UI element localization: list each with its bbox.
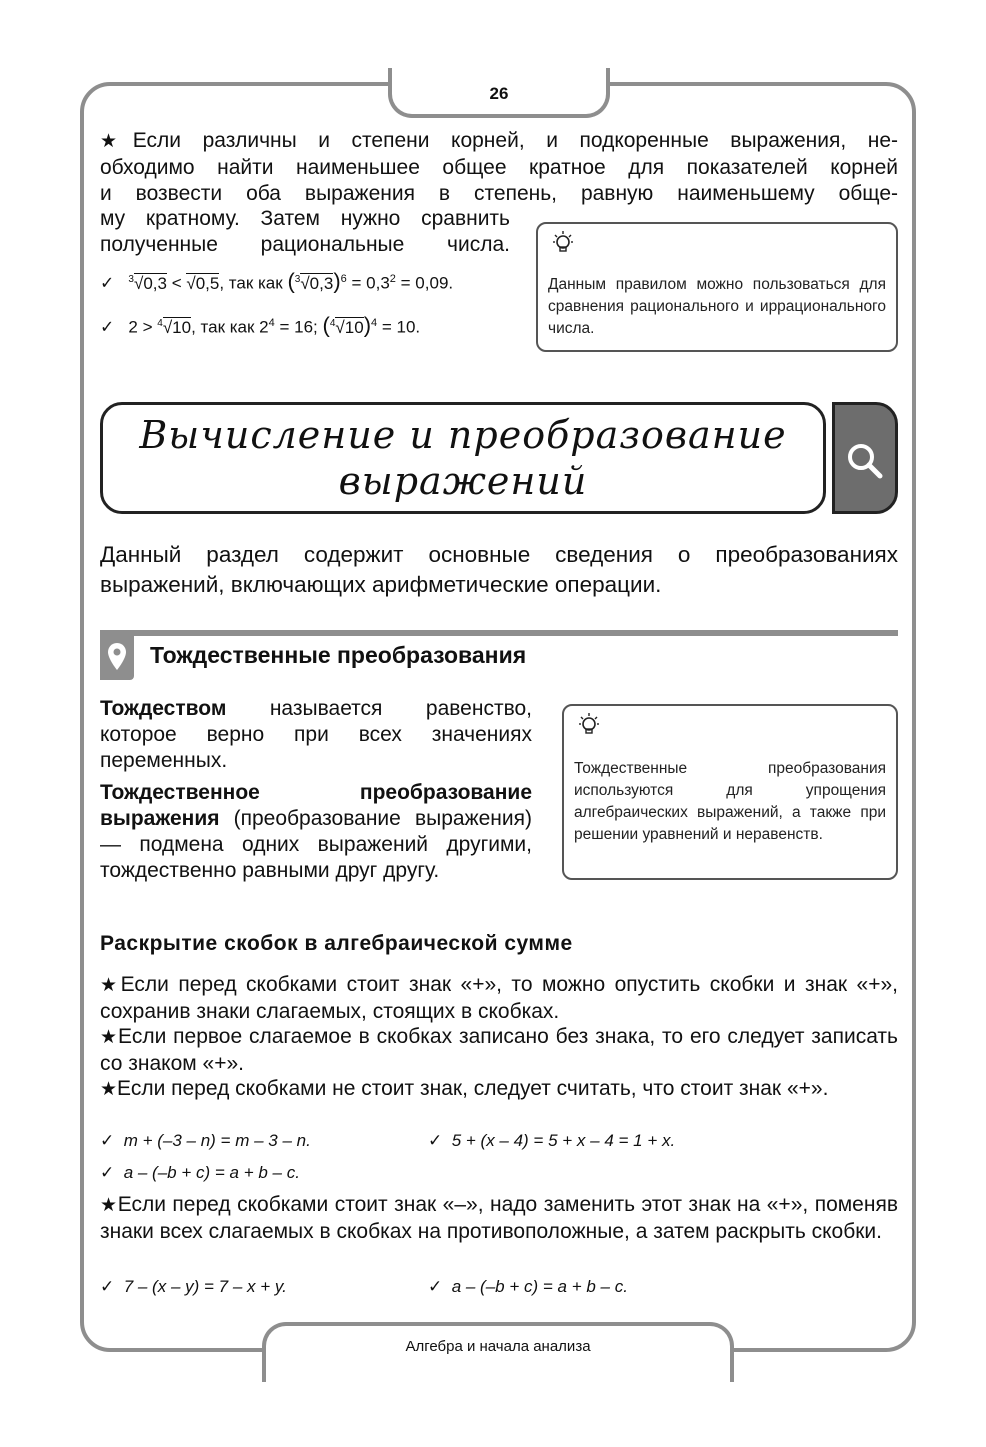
search-icon: [845, 441, 885, 481]
rule-minus-sign: ★Если перед скобками стоит знак «–», надо заменить этот знак на «+», поменяв знаки всех слагаемых в скобках на противоположные, а затем раскрыть скобки.: [100, 1193, 898, 1243]
definition-identity: Тождеством называется равенство, которое верно при всех значениях переменных.: [100, 697, 532, 772]
example-b: ✓ 5 + (x – 4) = 5 + x – 4 = 1 + x.: [428, 1131, 676, 1150]
example-e: ✓ a – (–b + c) = a + b – c.: [428, 1277, 628, 1296]
note-box-1: [536, 222, 898, 352]
check-icon: ✓: [100, 273, 115, 293]
rule-first-term: ★Если первое слагаемое в скобках записано без знака, то его следует записать со знаком «+».: [100, 1025, 898, 1075]
check-icon: ✓: [428, 1277, 443, 1296]
check-icon: ✓: [428, 1131, 443, 1150]
note-box-2: [562, 704, 898, 880]
rule-lcm-tail: [100, 206, 510, 258]
note-1-text: Данным правилом можно пользоваться для сравнения рационального и иррационального числа.: [548, 276, 886, 337]
page-number: 26: [489, 84, 509, 103]
rule-no-sign: ★Если перед скобками не стоит знак, следует считать, что стоит знак «+».: [100, 1077, 829, 1100]
subsection-title: Раскрытие скобок в алгебраической сумме: [100, 932, 573, 955]
star-icon: ★: [100, 975, 121, 996]
rule-line-3: и возвести оба выражения в степень, равную наименьшему обще-: [100, 182, 898, 205]
example-fourth-root: ✓ 2 > $^4$√10, так как $2^4 = 16$; $(^4√10)^4 = 10$.: [100, 312, 421, 338]
example-c: ✓ a – (–b + c) = a + b – c.: [100, 1163, 300, 1182]
section-rule: [100, 630, 898, 636]
section-marker: [100, 636, 134, 680]
search-panel: [832, 402, 898, 514]
star-icon: ★: [100, 1079, 118, 1100]
lightbulb-icon: [576, 712, 602, 738]
rule-line-2: обходимо найти наименьшее общее кратное для показателей корней: [100, 156, 898, 179]
rule-line-4: му кратному. Затем нужно сравнить: [100, 207, 510, 230]
footer-title: Алгебра и начала анализа: [405, 1338, 591, 1355]
check-icon: ✓: [100, 1277, 115, 1296]
rule-line-5: полученные рациональные числа.: [100, 233, 510, 256]
example-a: ✓ m + (–3 – n) = m – 3 – n.: [100, 1131, 311, 1150]
example-cube-root: ✓ $^3$√0,3 < √0,5, так как $(^3√0,3)^6 = 0,3^2 = 0,09$.: [100, 268, 454, 294]
check-icon: ✓: [100, 317, 115, 337]
section-title: Тождественные преобразования: [150, 642, 527, 668]
term-identity: Тождеством: [100, 697, 227, 720]
rule-line-1: Если различны и степени корней, и подкоренные выражения, не-: [132, 129, 898, 152]
star-icon: ★: [100, 131, 133, 152]
intro-paragraph: Данный раздел содержит основные сведения о преобразованиях выражений, включающих арифметические операции.: [100, 542, 898, 597]
check-icon: ✓: [100, 1131, 115, 1150]
rule-plus-sign: ★Если перед скобками стоит знак «+», то можно опустить скобки и знак «+», сохранив знаки слагаемых, стоящих в скобках.: [100, 973, 898, 1023]
check-icon: ✓: [100, 1163, 115, 1182]
note-2-text: Тождественные преобразования используются для упрощения алгебраических выражений, а также при решении уравнений и неравенств.: [574, 760, 886, 843]
rule-lcm-lines: [100, 128, 898, 207]
main-title: Вычисление и преобразование выражений: [139, 413, 787, 503]
star-icon: ★: [100, 1027, 119, 1048]
term-transformation: Тождественное преобразование выражения: [100, 781, 532, 830]
example-d: ✓ 7 – (x – y) = 7 – x + y.: [100, 1277, 287, 1296]
star-icon: ★: [100, 1195, 118, 1216]
lightbulb-icon: [550, 230, 576, 256]
location-pin-icon: [107, 642, 127, 672]
definition-transformation: Тождественное преобразование выражения (преобразование выражения) — подмена одних выражений другими, тождественно равными друг другу.: [100, 781, 532, 882]
